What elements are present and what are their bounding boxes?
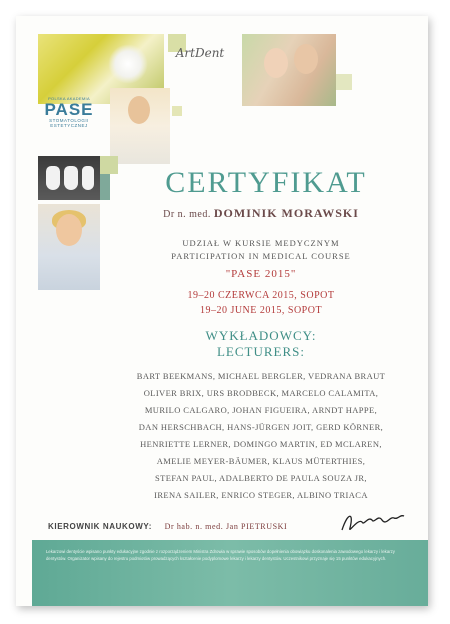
course-line-en: PARTICIPATION IN MEDICAL COURSE	[171, 251, 351, 261]
manager-name: Dr hab. n. med. Jan PIETRUSKI	[164, 522, 288, 531]
course-date-en: 19–20 JUNE 2015, SOPOT	[199, 305, 323, 316]
lecturers-heading-pl: WYKŁADOWCY:	[205, 328, 317, 343]
pase-logo	[34, 96, 104, 128]
scientific-manager	[48, 522, 378, 531]
pase-logo-mark: PASE	[44, 100, 94, 119]
footer-notice: Lekarzowi dentyście wpisano punkty edukacyjne zgodnie z rozporządzeniem Ministra Zdrowia w sprawie sposobów dopełnienia obowiązku doskonalenia zawodowego lekarzy i lekarzy dentystów. Organizator wpisany do rejestru podmiotów prowadzących kształcenie podyplomowe lekarzy i lekarzy dentystów. Uczestnikowi przyznaje się 15 punktów edukacyjnych.	[32, 540, 428, 606]
woman-photo	[110, 88, 170, 164]
lecturers-line: BART BEEKMANS, MICHAEL BERGLER, VEDRANA BRAUT	[136, 371, 386, 381]
lecturers-line: IRENA SAILER, ENRICO STEGER, ALBINO TRIACA	[154, 490, 368, 500]
lecturers-line: MURILO CALGARO, JOHAN FIGUEIRA, ARNDT HAPPE,	[144, 405, 378, 415]
decor-square	[100, 174, 110, 200]
teeth-photo	[38, 156, 100, 200]
pase-logo-sub1: STOMATOLOGII	[49, 118, 89, 123]
lecturers-line: AMELIE MEYER-BÄUMER, KLAUS MÜTERTHIES,	[156, 456, 366, 466]
signature-image	[338, 508, 408, 536]
lecturers-line: DAN HERSCHBACH, HANS-JÜRGEN JOIT, GERD KÖRNER,	[138, 422, 384, 432]
woman-portrait-photo	[38, 204, 100, 290]
course-name: "PASE 2015"	[225, 268, 297, 280]
certificate-paper	[16, 16, 428, 606]
recipient-name: DOMINIK MORAWSKI	[213, 206, 359, 220]
pase-logo-sub2: ESTETYCZNEJ	[50, 123, 88, 128]
manager-label: KIEROWNIK NAUKOWY:	[48, 522, 152, 531]
decor-square	[336, 74, 352, 90]
decor-square	[172, 106, 182, 116]
course-line-pl: UDZIAŁ W KURSIE MEDYCZNYM	[182, 238, 340, 248]
recipient	[111, 206, 411, 221]
pase-logo-top: POLSKA AKADEMIA	[48, 96, 90, 101]
recipient-prefix: Dr n. med.	[163, 209, 211, 220]
certificate-title: CERTYFIKAT	[165, 166, 367, 199]
course-date-pl: 19–20 CZERWCA 2015, SOPOT	[187, 290, 335, 301]
lecturers-line: OLIVER BRIX, URS BRODBECK, MARCELO CALAMITA,	[143, 388, 379, 398]
lecturers-line: STEFAN PAUL, ADALBERTO DE PAULA SOUZA JR,	[155, 473, 367, 483]
lecturers-heading-en: LECTURERS:	[216, 344, 305, 359]
couple-photo	[242, 34, 336, 106]
lecturers-line: HENRIETTE LERNER, DOMINGO MARTIN, ED MCLAREN,	[140, 439, 382, 449]
artdent-logo: ArtDent	[175, 46, 225, 60]
